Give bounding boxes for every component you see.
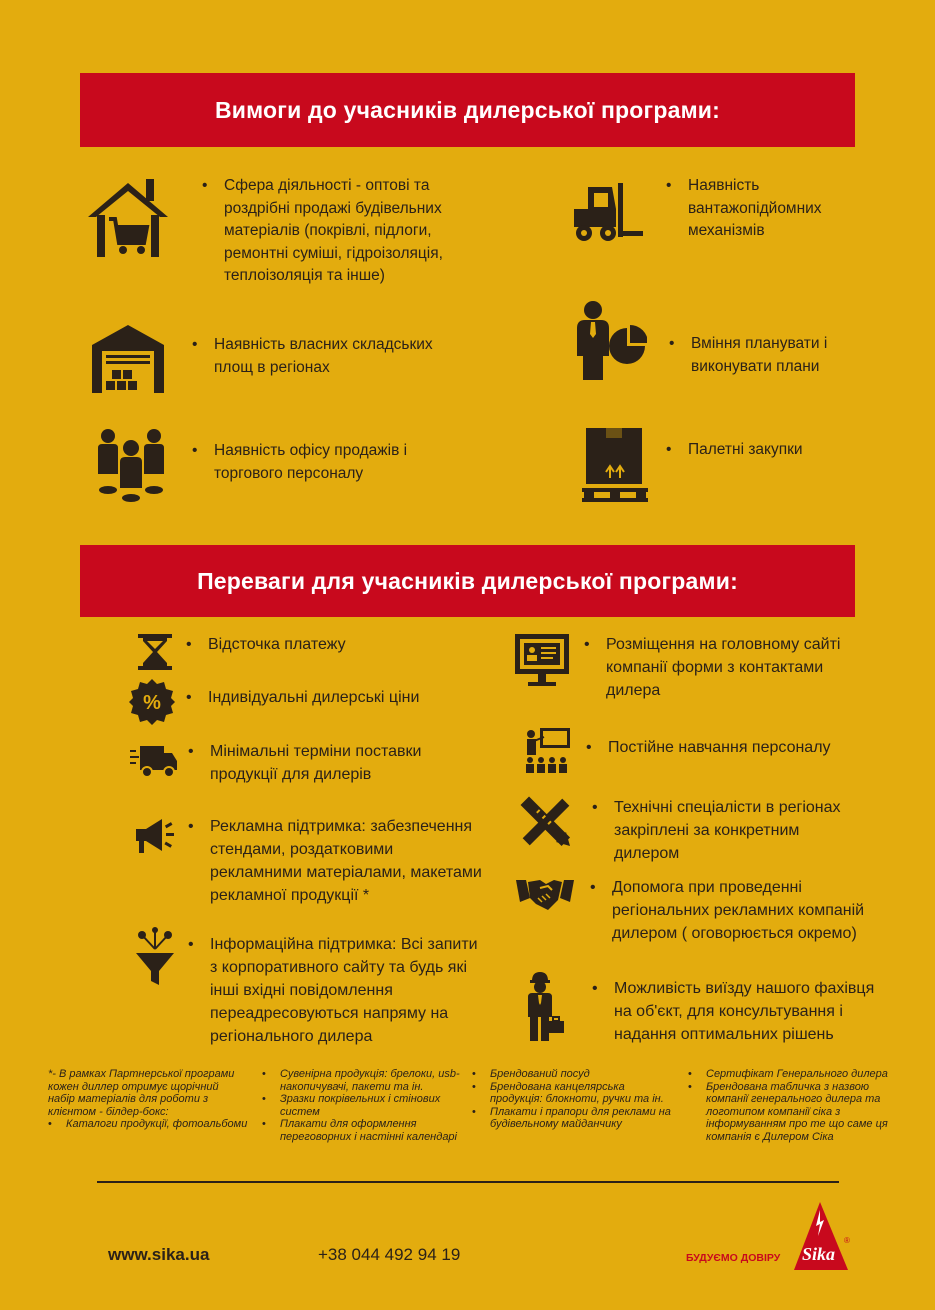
businessman-chart-icon: [575, 300, 647, 380]
footnote-item: • Зразки покрівельних і стінових систем: [262, 1093, 462, 1118]
requirement-text: • Наявність вантажопідйомних механізмів: [666, 175, 856, 247]
funnel-network-icon: [134, 927, 180, 1048]
advantage-item: [524, 727, 856, 775]
phone-number[interactable]: +38 044 492 94 19: [318, 1245, 461, 1264]
advantage-text: • Постійне навчання персоналу: [586, 736, 856, 775]
advantage-item: [130, 740, 458, 786]
advantages-banner: [80, 545, 855, 617]
requirement-text: • Вміння планувати і виконувати плани: [669, 333, 859, 380]
warehouse-icon: [92, 325, 164, 393]
advantage-text: • Розміщення на головному сайті компанії форми з контактами дилера: [584, 633, 854, 702]
advantage-item: [516, 874, 880, 945]
requirement-text: • Наявність офісу продажів і торгового персоналу: [192, 440, 442, 504]
monitor-contact-icon: [514, 633, 576, 702]
requirement-text: • Сфера діяльності - оптові та роздрібні продажі будівельних матеріалів (покрівлі, підлоги, ремонтні суміші, гідроізоляція, теплоізоляція та інше): [202, 175, 467, 288]
requirements-banner: [80, 73, 855, 147]
delivery-truck-icon: [130, 740, 180, 786]
hourglass-icon: [136, 633, 180, 671]
advantage-item: [134, 927, 478, 1048]
sika-logo-text: Sika: [802, 1244, 836, 1264]
footnote-col-3: [472, 1068, 677, 1131]
advantage-text: • Рекламна підтримка: забезпечення стендами, роздатковими рекламними матеріалами, макетами рекламної продукції *: [188, 815, 488, 907]
advantage-item: [520, 796, 862, 865]
svg-text:%: %: [143, 692, 161, 714]
footnote-item: • Плакати і прапори для реклами на будівельному майданчику: [472, 1106, 677, 1131]
requirement-item: [575, 300, 859, 380]
registered-mark: ®: [844, 1236, 850, 1245]
megaphone-icon: [134, 815, 180, 907]
requirements-title: Вимоги до учасників дилерської програми:: [214, 96, 720, 123]
advantage-item: [128, 678, 476, 726]
advantage-text: • Інформаційна підтримка: Всі запити з корпоративного сайту та будь які інші вхідні повідомлення переадресовуються напряму на регіонального дилера: [188, 933, 478, 1048]
footnote-item: • Брендований посуд: [472, 1068, 677, 1081]
advantage-item: [136, 633, 476, 671]
training-presentation-icon: [524, 727, 576, 775]
requirement-item: [84, 175, 467, 288]
advantage-text: • Відсточка платежу: [186, 633, 476, 671]
advantage-item: [514, 633, 854, 702]
sika-logo: [790, 1196, 850, 1270]
advantage-text: • Технічні спеціалісти в регіонах закріплені за конкретним дилером: [592, 796, 862, 865]
requirement-item: [92, 325, 462, 393]
footnote-col-4: [688, 1068, 893, 1144]
requirement-item: [582, 428, 856, 502]
slogan: БУДУЄМО ДОВІРУ: [686, 1252, 781, 1264]
footnote-item: • Брендована канцелярська продукція: блокноти, ручки та ін.: [472, 1081, 677, 1106]
requirement-item: [96, 428, 442, 504]
advantage-item: [134, 815, 488, 907]
forklift-icon: [572, 175, 644, 247]
footnote-col-1: [48, 1068, 248, 1131]
divider: [97, 1181, 839, 1183]
footnote-item: • Каталоги продукції, фотоальбоми: [48, 1118, 248, 1131]
pencil-ruler-icon: [520, 796, 576, 865]
team-people-icon: [96, 428, 168, 504]
percent-badge-icon: [128, 678, 180, 726]
pallet-box-icon: [582, 428, 652, 502]
advantage-item: [526, 971, 877, 1046]
requirement-text: • Наявність власних складських площ в регіонах: [192, 334, 462, 393]
footnote-intro: *- В рамках Партнерської програми кожен диллер отримує щорічний набір матеріалів для роботи з клієнтом - білдер-бокс:: [48, 1068, 235, 1118]
advantage-text: • Допомога при проведенні регіональних рекламних компаній дилером ( оговорюється окремо): [590, 876, 880, 945]
engineer-worker-icon: [526, 971, 578, 1046]
website-link[interactable]: www.sika.ua: [108, 1245, 210, 1264]
handshake-icon: [516, 874, 578, 945]
requirement-item: [572, 175, 856, 247]
store-house-cart-icon: [84, 175, 172, 288]
advantage-text: • Мінімальні терміни поставки продукції для дилерів: [188, 740, 458, 786]
footnote-item: • Сертифікат Генерального дилера: [688, 1068, 893, 1081]
footnote-item: • Сувенірна продукція: брелоки, usb-накопичувачі, пакети та ін.: [262, 1068, 462, 1093]
advantages-title: Переваги для учасників дилерської програми:: [197, 567, 738, 594]
advantage-text: • Можливість виїзду нашого фахівця на об'єкт, для консультування і надання оптимальних рішень: [592, 977, 877, 1046]
footnote-item: • Брендована табличка з назвою компанії генерального дилера та логотипом компанії сіка з інформуванням про те що саме ця компанія є Дилером Сіка: [688, 1081, 893, 1144]
footnote-item: • Плакати для оформлення переговорних і настінні календарі: [262, 1118, 462, 1143]
requirement-text: • Палетні закупки: [666, 439, 856, 502]
footnote-col-2: [262, 1068, 462, 1144]
advantage-text: • Індивідуальні дилерські ціни: [186, 686, 476, 726]
